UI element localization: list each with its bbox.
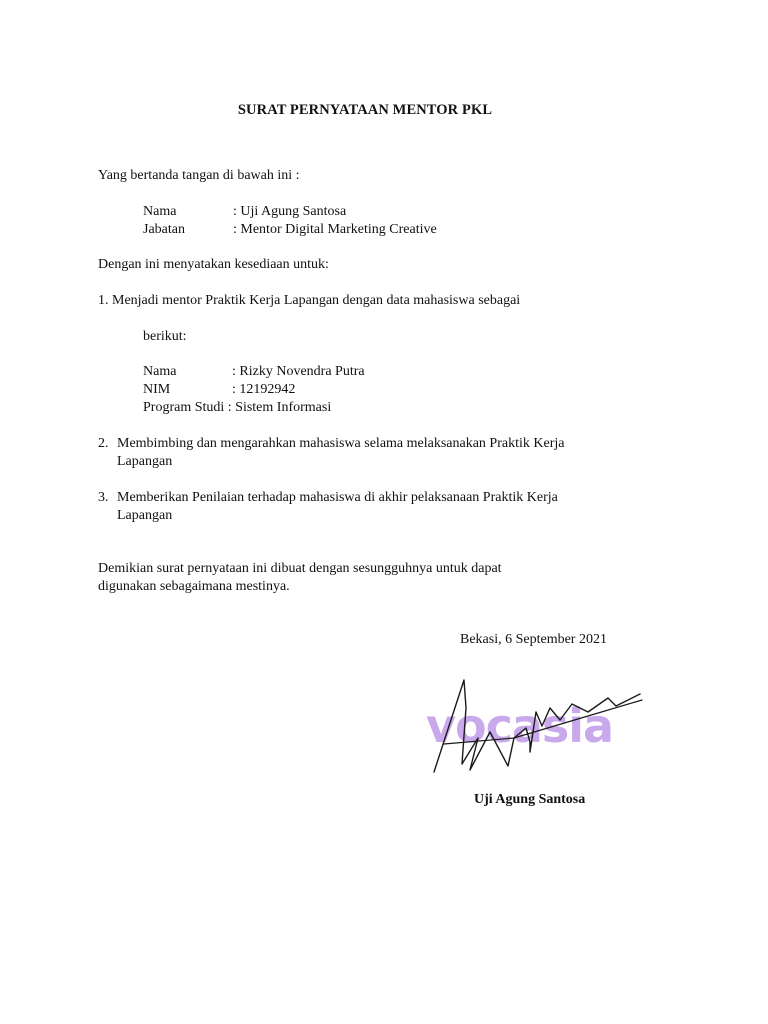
item-3-line-2: Lapangan [117,508,173,523]
signer-position-value: : Mentor Digital Marketing Creative [233,222,437,237]
intro-text: Yang bertanda tangan di bawah ini : [98,168,300,183]
signature-name: Uji Agung Santosa [474,792,586,807]
handwritten-signature [418,668,654,788]
place-date: Bekasi, 6 September 2021 [460,632,607,647]
student-name-label: Nama [143,364,177,379]
student-program-row [143,399,331,417]
item-2-line-2: Lapangan [117,454,173,469]
item-1-line-2: berikut: [143,329,187,344]
student-nim-value: : 12192942 [232,382,296,397]
signature-area [418,668,654,788]
document-title: SURAT PERNYATAAN MENTOR PKL [237,102,493,118]
signer-position-row [143,221,437,239]
item-3-line-1: Memberikan Penilaian terhadap mahasiswa di akhir pelaksanaan Praktik Kerja [117,490,558,505]
student-program-label: Program Studi [143,400,225,415]
student-name-value: : Rizky Novendra Putra [232,364,365,379]
item-2-number: 2. [98,436,109,451]
student-program-value: : Sistem Informasi [227,400,332,415]
student-nim-label: NIM [143,382,171,397]
student-nim-row [143,381,295,399]
signer-name-value: : Uji Agung Santosa [233,204,347,219]
item-2-line-1: Membimbing dan mengarahkan mahasiswa selama melaksanakan Praktik Kerja [117,436,565,451]
item-3-number: 3. [98,490,109,505]
vocasia-logo: vocasia [426,699,614,753]
signer-position-label: Jabatan [143,222,185,237]
closing-line-1: Demikian surat pernyataan ini dibuat dengan sesungguhnya untuk dapat [98,561,502,576]
signer-name-row [143,203,346,221]
item-1-line-1: 1. Menjadi mentor Praktik Kerja Lapangan dengan data mahasiswa sebagai [98,293,521,308]
signer-name-label: Nama [143,204,177,219]
student-name-row [143,363,365,381]
statement-text: Dengan ini menyatakan kesediaan untuk: [98,257,329,272]
closing-line-2: digunakan sebagaimana mestinya. [98,579,290,594]
